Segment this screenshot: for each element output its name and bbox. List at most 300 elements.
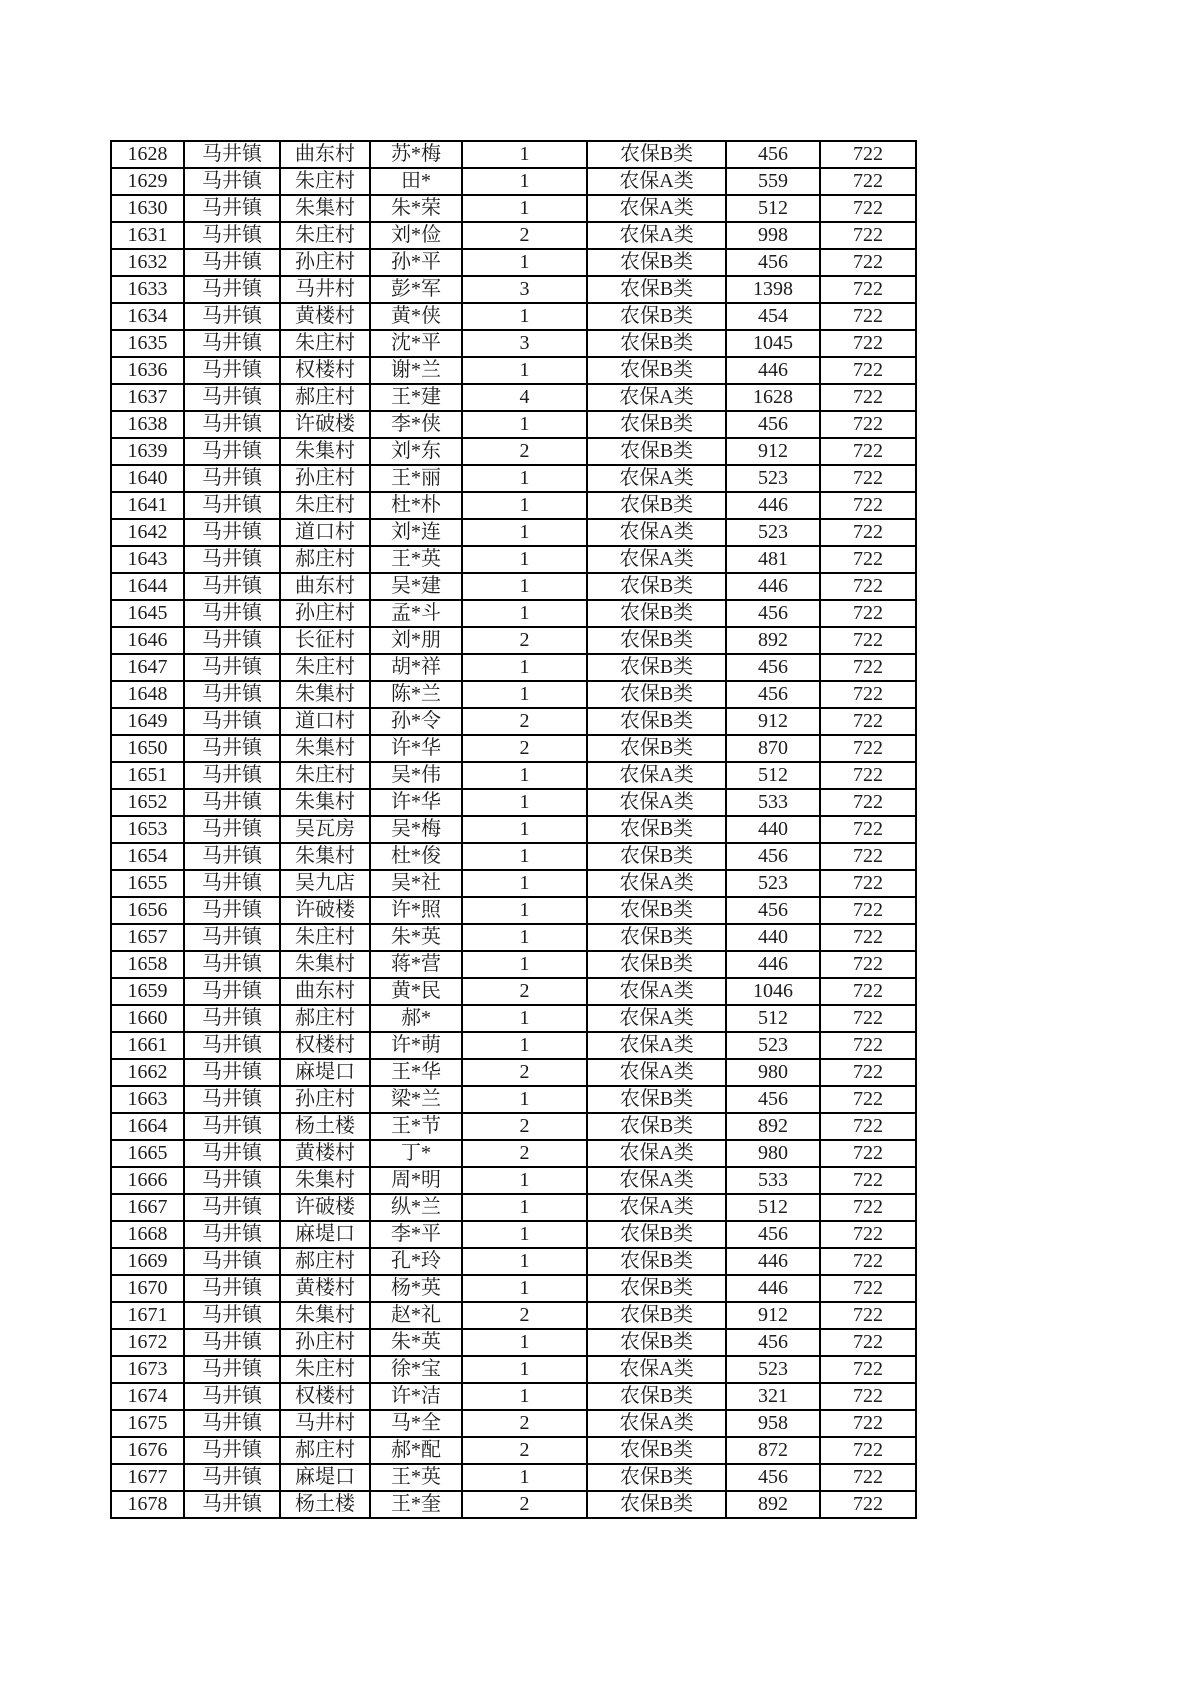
table-cell: 许破楼	[280, 1194, 370, 1221]
table-cell: 马井镇	[184, 762, 280, 789]
table-cell: 农保B类	[587, 573, 726, 600]
table-cell: 曲东村	[280, 978, 370, 1005]
table-cell: 长征村	[280, 627, 370, 654]
table-cell: 912	[726, 1302, 820, 1329]
table-row	[111, 1005, 916, 1032]
table-cell: 1	[462, 357, 587, 384]
table-cell: 456	[726, 654, 820, 681]
table-cell: 马井镇	[184, 951, 280, 978]
table-cell: 农保B类	[587, 438, 726, 465]
table-cell: 722	[820, 1086, 916, 1113]
table-cell: 722	[820, 1329, 916, 1356]
table-cell: 马井镇	[184, 627, 280, 654]
table-cell: 722	[820, 654, 916, 681]
table-cell: 722	[820, 195, 916, 222]
table-cell: 2	[462, 627, 587, 654]
table-cell: 道口村	[280, 708, 370, 735]
table-cell: 1646	[111, 627, 184, 654]
table-cell: 马井镇	[184, 465, 280, 492]
table-row	[111, 303, 916, 330]
table-cell: 马井镇	[184, 1248, 280, 1275]
table-cell: 许*洁	[370, 1383, 462, 1410]
table-cell: 1641	[111, 492, 184, 519]
table-cell: 1670	[111, 1275, 184, 1302]
table-cell: 1636	[111, 357, 184, 384]
table-cell: 马井镇	[184, 1059, 280, 1086]
table-cell: 郝庄村	[280, 546, 370, 573]
table-cell: 马井镇	[184, 735, 280, 762]
table-cell: 722	[820, 384, 916, 411]
table-cell: 马井镇	[184, 141, 280, 168]
table-cell: 512	[726, 1194, 820, 1221]
table-row	[111, 681, 916, 708]
table-cell: 马井镇	[184, 1437, 280, 1464]
table-cell: 农保A类	[587, 1059, 726, 1086]
table-row	[111, 762, 916, 789]
table-row	[111, 1491, 916, 1518]
table-cell: 马井镇	[184, 276, 280, 303]
table-cell: 1658	[111, 951, 184, 978]
table-cell: 马井镇	[184, 303, 280, 330]
table-cell: 孙庄村	[280, 465, 370, 492]
table-cell: 1668	[111, 1221, 184, 1248]
table-cell: 2	[462, 1140, 587, 1167]
table-cell: 512	[726, 195, 820, 222]
table-cell: 刘*朋	[370, 627, 462, 654]
table-cell: 吴*伟	[370, 762, 462, 789]
table-row	[111, 465, 916, 492]
table-cell: 1	[462, 303, 587, 330]
table-cell: 1045	[726, 330, 820, 357]
table-cell: 农保A类	[587, 168, 726, 195]
table-cell: 523	[726, 519, 820, 546]
table-cell: 1	[462, 681, 587, 708]
table-cell: 1	[462, 843, 587, 870]
table-cell: 722	[820, 303, 916, 330]
table-cell: 1	[462, 654, 587, 681]
table-cell: 马井镇	[184, 168, 280, 195]
table-row	[111, 1113, 916, 1140]
table-cell: 1640	[111, 465, 184, 492]
table-cell: 1	[462, 1329, 587, 1356]
table-cell: 722	[820, 1221, 916, 1248]
table-row	[111, 438, 916, 465]
table-cell: 1649	[111, 708, 184, 735]
table-cell: 黄楼村	[280, 303, 370, 330]
table-cell: 农保A类	[587, 789, 726, 816]
table-cell: 曲东村	[280, 141, 370, 168]
table-cell: 1046	[726, 978, 820, 1005]
table-cell: 马井镇	[184, 654, 280, 681]
table-cell: 1638	[111, 411, 184, 438]
table-cell: 722	[820, 627, 916, 654]
table-cell: 722	[820, 222, 916, 249]
table-cell: 农保B类	[587, 681, 726, 708]
table-cell: 1650	[111, 735, 184, 762]
table-cell: 权楼村	[280, 1383, 370, 1410]
table-cell: 吴*建	[370, 573, 462, 600]
table-cell: 农保B类	[587, 1383, 726, 1410]
table-cell: 1675	[111, 1410, 184, 1437]
table-cell: 马井镇	[184, 1356, 280, 1383]
table-cell: 2	[462, 438, 587, 465]
table-row	[111, 816, 916, 843]
table-cell: 456	[726, 1464, 820, 1491]
table-row	[111, 843, 916, 870]
table-cell: 1	[462, 1032, 587, 1059]
table-cell: 980	[726, 1140, 820, 1167]
table-cell: 杨土楼	[280, 1491, 370, 1518]
table-cell: 胡*祥	[370, 654, 462, 681]
table-cell: 农保B类	[587, 843, 726, 870]
table-body	[111, 141, 916, 1518]
table-cell: 麻堤口	[280, 1059, 370, 1086]
table-cell: 722	[820, 1356, 916, 1383]
table-cell: 4	[462, 384, 587, 411]
table-cell: 722	[820, 1302, 916, 1329]
table-cell: 456	[726, 1086, 820, 1113]
table-cell: 农保B类	[587, 708, 726, 735]
table-cell: 1398	[726, 276, 820, 303]
table-cell: 马井镇	[184, 357, 280, 384]
table-cell: 马井镇	[184, 1383, 280, 1410]
table-row	[111, 276, 916, 303]
table-cell: 2	[462, 1113, 587, 1140]
table-cell: 权楼村	[280, 357, 370, 384]
table-cell: 1	[462, 789, 587, 816]
table-cell: 马井镇	[184, 708, 280, 735]
table-row	[111, 1302, 916, 1329]
table-cell: 321	[726, 1383, 820, 1410]
table-cell: 农保A类	[587, 1032, 726, 1059]
table-cell: 马井镇	[184, 492, 280, 519]
table-cell: 徐*宝	[370, 1356, 462, 1383]
table-cell: 农保B类	[587, 627, 726, 654]
table-cell: 朱集村	[280, 195, 370, 222]
table-cell: 朱集村	[280, 735, 370, 762]
table-cell: 1647	[111, 654, 184, 681]
table-cell: 马井镇	[184, 195, 280, 222]
table-cell: 1	[462, 1275, 587, 1302]
table-cell: 农保A类	[587, 384, 726, 411]
table-cell: 481	[726, 546, 820, 573]
table-cell: 刘*东	[370, 438, 462, 465]
table-cell: 722	[820, 951, 916, 978]
table-cell: 丁*	[370, 1140, 462, 1167]
table-cell: 朱*荣	[370, 195, 462, 222]
table-cell: 958	[726, 1410, 820, 1437]
table-cell: 朱集村	[280, 1302, 370, 1329]
table-cell: 2	[462, 978, 587, 1005]
table-cell: 农保B类	[587, 1275, 726, 1302]
table-cell: 纵*兰	[370, 1194, 462, 1221]
table-cell: 440	[726, 924, 820, 951]
table-cell: 2	[462, 1410, 587, 1437]
table-row	[111, 168, 916, 195]
table-cell: 麻堤口	[280, 1464, 370, 1491]
table-cell: 1637	[111, 384, 184, 411]
table-cell: 郝*	[370, 1005, 462, 1032]
table-cell: 马井镇	[184, 870, 280, 897]
table-row	[111, 1329, 916, 1356]
table-cell: 农保B类	[587, 897, 726, 924]
table-cell: 722	[820, 897, 916, 924]
table-cell: 朱庄村	[280, 1356, 370, 1383]
table-row	[111, 411, 916, 438]
table-cell: 农保B类	[587, 816, 726, 843]
table-cell: 446	[726, 951, 820, 978]
table-cell: 1	[462, 249, 587, 276]
table-cell: 2	[462, 735, 587, 762]
table-cell: 马井镇	[184, 1194, 280, 1221]
table-cell: 马井镇	[184, 1005, 280, 1032]
table-cell: 1	[462, 492, 587, 519]
table-cell: 1656	[111, 897, 184, 924]
table-cell: 梁*兰	[370, 1086, 462, 1113]
table-cell: 722	[820, 843, 916, 870]
table-cell: 农保B类	[587, 276, 726, 303]
table-cell: 533	[726, 1167, 820, 1194]
table-cell: 吴*梅	[370, 816, 462, 843]
table-row	[111, 654, 916, 681]
table-row	[111, 1410, 916, 1437]
table-cell: 722	[820, 600, 916, 627]
table-cell: 722	[820, 411, 916, 438]
table-cell: 1642	[111, 519, 184, 546]
table-cell: 533	[726, 789, 820, 816]
table-cell: 446	[726, 573, 820, 600]
table-cell: 农保B类	[587, 1086, 726, 1113]
table-cell: 王*英	[370, 546, 462, 573]
table-cell: 马井镇	[184, 1140, 280, 1167]
table-cell: 1	[462, 1383, 587, 1410]
table-row	[111, 1194, 916, 1221]
table-cell: 郝庄村	[280, 384, 370, 411]
table-cell: 许*华	[370, 735, 462, 762]
table-cell: 1	[462, 1221, 587, 1248]
table-cell: 马井镇	[184, 222, 280, 249]
table-cell: 朱庄村	[280, 330, 370, 357]
table-cell: 马井镇	[184, 816, 280, 843]
table-cell: 杨土楼	[280, 1113, 370, 1140]
table-cell: 朱庄村	[280, 222, 370, 249]
table-cell: 1659	[111, 978, 184, 1005]
table-row	[111, 1167, 916, 1194]
table-cell: 曲东村	[280, 573, 370, 600]
table-cell: 722	[820, 816, 916, 843]
table-cell: 1632	[111, 249, 184, 276]
table-cell: 许*萌	[370, 1032, 462, 1059]
table-cell: 马井镇	[184, 600, 280, 627]
table-cell: 2	[462, 222, 587, 249]
table-cell: 998	[726, 222, 820, 249]
table-cell: 马井镇	[184, 1329, 280, 1356]
table-row	[111, 384, 916, 411]
table-cell: 1662	[111, 1059, 184, 1086]
table-cell: 3	[462, 276, 587, 303]
table-cell: 722	[820, 1383, 916, 1410]
table-row	[111, 195, 916, 222]
table-cell: 1633	[111, 276, 184, 303]
table-cell: 722	[820, 1005, 916, 1032]
table-cell: 孙庄村	[280, 1086, 370, 1113]
table-cell: 722	[820, 276, 916, 303]
table-cell: 吴瓦房	[280, 816, 370, 843]
table-cell: 722	[820, 465, 916, 492]
table-cell: 朱集村	[280, 789, 370, 816]
table-cell: 朱庄村	[280, 492, 370, 519]
table-cell: 马井镇	[184, 1275, 280, 1302]
table-cell: 456	[726, 897, 820, 924]
table-cell: 农保A类	[587, 465, 726, 492]
table-cell: 农保A类	[587, 762, 726, 789]
table-cell: 马井镇	[184, 1221, 280, 1248]
table-cell: 2	[462, 1302, 587, 1329]
table-cell: 1635	[111, 330, 184, 357]
table-cell: 黄*民	[370, 978, 462, 1005]
table-cell: 孙庄村	[280, 600, 370, 627]
table-cell: 马井镇	[184, 519, 280, 546]
table-cell: 农保B类	[587, 330, 726, 357]
table-row	[111, 141, 916, 168]
table-cell: 陈*兰	[370, 681, 462, 708]
table-row	[111, 897, 916, 924]
table-cell: 1	[462, 897, 587, 924]
table-cell: 523	[726, 465, 820, 492]
table-cell: 田*	[370, 168, 462, 195]
table-cell: 郝*配	[370, 1437, 462, 1464]
table-cell: 722	[820, 1410, 916, 1437]
table-cell: 朱*英	[370, 1329, 462, 1356]
table-cell: 农保A类	[587, 1167, 726, 1194]
table-cell: 722	[820, 1113, 916, 1140]
table-cell: 1648	[111, 681, 184, 708]
table-cell: 黄楼村	[280, 1275, 370, 1302]
table-cell: 1	[462, 195, 587, 222]
table-cell: 722	[820, 141, 916, 168]
table-cell: 农保A类	[587, 1005, 726, 1032]
table-cell: 446	[726, 492, 820, 519]
table-cell: 王*丽	[370, 465, 462, 492]
table-cell: 722	[820, 708, 916, 735]
table-row	[111, 1140, 916, 1167]
table-cell: 2	[462, 1059, 587, 1086]
table-cell: 1	[462, 1356, 587, 1383]
table-cell: 1639	[111, 438, 184, 465]
table-cell: 农保A类	[587, 978, 726, 1005]
table-cell: 朱*英	[370, 924, 462, 951]
table-cell: 892	[726, 1491, 820, 1518]
table-cell: 农保B类	[587, 303, 726, 330]
table-cell: 农保B类	[587, 141, 726, 168]
table-cell: 1652	[111, 789, 184, 816]
table-cell: 454	[726, 303, 820, 330]
table-cell: 马井镇	[184, 1167, 280, 1194]
table-cell: 1	[462, 1005, 587, 1032]
table-row	[111, 870, 916, 897]
table-cell: 523	[726, 870, 820, 897]
table-cell: 黄*侠	[370, 303, 462, 330]
table-cell: 郝庄村	[280, 1005, 370, 1032]
table-cell: 1657	[111, 924, 184, 951]
table-cell: 农保B类	[587, 1302, 726, 1329]
table-cell: 赵*礼	[370, 1302, 462, 1329]
table-cell: 农保A类	[587, 519, 726, 546]
table-row	[111, 1356, 916, 1383]
table-cell: 农保B类	[587, 654, 726, 681]
table-cell: 722	[820, 681, 916, 708]
table-row	[111, 546, 916, 573]
table-cell: 1661	[111, 1032, 184, 1059]
table-cell: 孟*斗	[370, 600, 462, 627]
table-row	[111, 735, 916, 762]
table-cell: 1	[462, 465, 587, 492]
table-cell: 孙*平	[370, 249, 462, 276]
table-cell: 1672	[111, 1329, 184, 1356]
table-cell: 马井镇	[184, 573, 280, 600]
table-cell: 722	[820, 1275, 916, 1302]
table-cell: 马井镇	[184, 1113, 280, 1140]
table-cell: 722	[820, 1194, 916, 1221]
table-cell: 1645	[111, 600, 184, 627]
table-cell: 1	[462, 600, 587, 627]
table-cell: 722	[820, 330, 916, 357]
table-cell: 周*明	[370, 1167, 462, 1194]
table-cell: 马井镇	[184, 1410, 280, 1437]
table-cell: 722	[820, 573, 916, 600]
table-cell: 马井镇	[184, 249, 280, 276]
table-row	[111, 789, 916, 816]
table-cell: 马井镇	[184, 843, 280, 870]
table-cell: 孙庄村	[280, 249, 370, 276]
table-cell: 722	[820, 870, 916, 897]
table-cell: 1669	[111, 1248, 184, 1275]
table-cell: 722	[820, 735, 916, 762]
table-cell: 456	[726, 411, 820, 438]
table-cell: 刘*俭	[370, 222, 462, 249]
table-cell: 456	[726, 141, 820, 168]
table-cell: 李*平	[370, 1221, 462, 1248]
table-cell: 朱庄村	[280, 924, 370, 951]
table-cell: 1666	[111, 1167, 184, 1194]
table-cell: 1	[462, 1086, 587, 1113]
table-cell: 农保B类	[587, 357, 726, 384]
table-cell: 马井镇	[184, 978, 280, 1005]
table-cell: 农保A类	[587, 546, 726, 573]
table-cell: 农保A类	[587, 1140, 726, 1167]
table-cell: 农保B类	[587, 924, 726, 951]
table-cell: 1	[462, 519, 587, 546]
table-row	[111, 1275, 916, 1302]
table-cell: 1	[462, 951, 587, 978]
table-cell: 马井镇	[184, 438, 280, 465]
table-cell: 王*英	[370, 1464, 462, 1491]
table-cell: 1	[462, 546, 587, 573]
table-cell: 孔*玲	[370, 1248, 462, 1275]
table-cell: 722	[820, 168, 916, 195]
table-cell: 722	[820, 492, 916, 519]
table-cell: 农保B类	[587, 1437, 726, 1464]
table-cell: 456	[726, 843, 820, 870]
table-cell: 马井镇	[184, 411, 280, 438]
table-cell: 1653	[111, 816, 184, 843]
table-cell: 912	[726, 708, 820, 735]
table-row	[111, 1086, 916, 1113]
table-cell: 农保B类	[587, 1248, 726, 1275]
table-cell: 马井村	[280, 1410, 370, 1437]
table-cell: 孙*令	[370, 708, 462, 735]
table-cell: 523	[726, 1032, 820, 1059]
